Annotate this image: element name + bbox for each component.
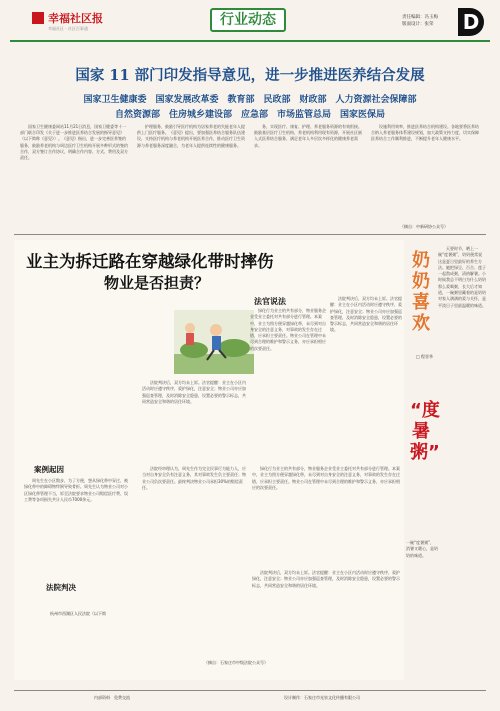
article-column-1: 国家卫生健康委网站11月21日消息，国家卫健委等十一部门联合印发《关于进一步推进医养结合发展的指导意见》（以下简称《意见》）。《意见》指出，进一步完善医养签约服务，鼓励养老机构与周边医疗卫生机构开展多种形式的签约合作，双方签订合作协议，明确合作内容、方式、费用及双方责任。 [20, 124, 128, 161]
legal-continued-text: 绿化行为业主的共有部分，物业服务企业受业主委托对共有部分进行管理。本案中，业主为图方便穿越绿化带，未尽到对自身安全的注意义务，对事故的发生存在过错，应承担主要责任。物业公司在管理中未尽到合理的维护和警示义务，亦应承担相应的次要责任。 [252, 466, 400, 490]
feature-subheadline: 物业是否担责？ [104, 274, 210, 292]
editor-line: 责任编辑：冯玉梅 [402, 15, 438, 20]
essay-author: □ 程晋华 [416, 354, 434, 359]
cartoon-illustration [174, 310, 254, 374]
sidebar-essay [404, 240, 488, 680]
feature-article [14, 240, 404, 680]
legal-source: （摘自：石家庄市中级法院公众号） [204, 660, 268, 665]
illustration-graphic [174, 310, 254, 374]
essay-text-lower: 一碗“度暑粥”，消暑又暖心，是奶奶的味道。 [406, 540, 438, 558]
main-headline: 国家 11 部门印发指导意见，进一步推进医养结合发展 [75, 67, 425, 84]
agencies-line-1: 国家卫生健康委 国家发展改革委 教育部 民政部 财政部 人力资源社会保障部 [83, 95, 417, 105]
article-column-2: 护理服务，鼓励引导医疗机构为居家养老的失能老年人提供上门医疗服务。《意见》提出，要加强医养结合服务队伍建设，支持医疗机构与养老机构开展医养合作，推动医疗卫生资源与养老服务深度融合，为老年人提供连续性的健康服务。 [137, 124, 245, 148]
header-divider [10, 40, 490, 42]
agencies-line-2: 自然资源部 住房城乡建设部 应急部 市场监管总局 国家医保局 [114, 110, 385, 120]
judgment-source: 杭州市西湖区人民法院（以下简 [50, 611, 106, 616]
essay-title-quote: “度暑粥” [410, 400, 440, 463]
paper-logo: 幸福社区报 [48, 12, 103, 25]
feature-headline: 业主为拆迁路在穿越绿化带时摔伤 [26, 252, 274, 271]
legal-closing-text: 法院判决后，双方均未上诉。法官提醒：业主在小区内活动时应遵守秩序，爱护绿化，注意安全；物业公司亦应加强巡查管理，及时消除安全隐患，设置必要的警示标志，共同营造安全和谐的居住环境。 [252, 570, 400, 588]
page-letter-badge: D [458, 8, 484, 36]
main-article-source: （摘自：中新研协公众号） [400, 224, 448, 229]
logo-icon [32, 12, 44, 24]
case-origin-header: 案例起因 [34, 465, 64, 474]
footer-left-text: 内部资料 免费交流 [94, 695, 130, 700]
section-divider [14, 234, 486, 235]
page-footer [14, 690, 486, 702]
essay-title: 奶奶喜欢 [412, 250, 430, 334]
page-header [10, 8, 490, 52]
judgment-text: 法院经审理认为，周先生作为完全民事行为能力人，应当对自身安全负有注意义务，其对事故发生负主要责任；物业公司负次要责任。最终判决物业公司承担30%的赔偿责任。 [142, 466, 246, 490]
case-origin-text: 周先生在小区散步，为了方便，想从绿化带中穿过，被绿化带中的障碍物绊倒导致骨折。周先生认为物业公司对小区绿化带管理不当，诉至法院要求物业公司赔偿医疗费、误工费等各项损失共计人民币7000余元。 [24, 478, 128, 502]
article-column-3: 务，实现医疗、康复、护理、养老服务资源的有效衔接。鼓励基层医疗卫生机构、养老机构利用现有资源，开展社区嵌入式医养结合服务，满足老年人多层次多样化的健康养老需求。 [254, 124, 362, 148]
essay-text: 天要时节，晒上一碗“度暑粥”，奶奶便常说这是夏日里最好的养生方法。她把绿豆、百合、莲子一起熬成粥，清热解暑。小时候我总不明白为什么奶奶那么爱喝粥，长大后才知道，一碗粥里藏着的是奶奶对家人满满的爱与关怀，是平淡日子里最温暖的味道。 [438, 246, 486, 308]
main-article-body [20, 124, 480, 224]
feature-body-center: 法院判决后，双方均未上诉。法官提醒：业主在小区内活动时应遵守秩序，爱护绿化，注意安全；物业公司亦应加强巡查管理，及时消除安全隐患，设置必要的警示标志，共同营造安全和谐的居住环境。 [142, 380, 246, 404]
article-column-4: 设施利用效率，推进医养结合机构建设。各地要将医养结合纳入养老服务体系建设规划，加大政策支持力度，切实保障医养结合工作顺利推进，不断提升老年人健康水平。 [371, 124, 479, 142]
feature-body-right: 法院判决后，双方均未上诉。法官提醒：业主在小区内活动时应遵守秩序，爱护绿化，注意安全；物业公司亦应加强巡查管理，及时消除安全隐患，设置必要的警示标志，共同营造安全和谐的居住环境。 [330, 296, 402, 333]
logo-tagline: 幸福社区 · 社区百事通 [48, 26, 88, 31]
legal-opinion-text: 绿化行为业主的共有部分，物业服务企业受业主委托对共有部分进行管理。本案中，业主为图方便穿越绿化带，未尽到对自身安全的注意义务，对事故的发生存在过错，应承担主要责任。物业公司在管理中未尽到合理的维护和警示义务，亦应承担相应的次要责任。 [250, 308, 326, 351]
designer-line: 版面设计：张荣 [402, 22, 434, 27]
court-judgment-header: 法院判决 [46, 583, 76, 592]
footer-right-text: 设计制作：石家庄市光泉文化传播有限公司 [284, 695, 360, 700]
legal-opinion-header: 法官说法 [254, 297, 286, 306]
section-title: 行业动态 [210, 8, 286, 32]
